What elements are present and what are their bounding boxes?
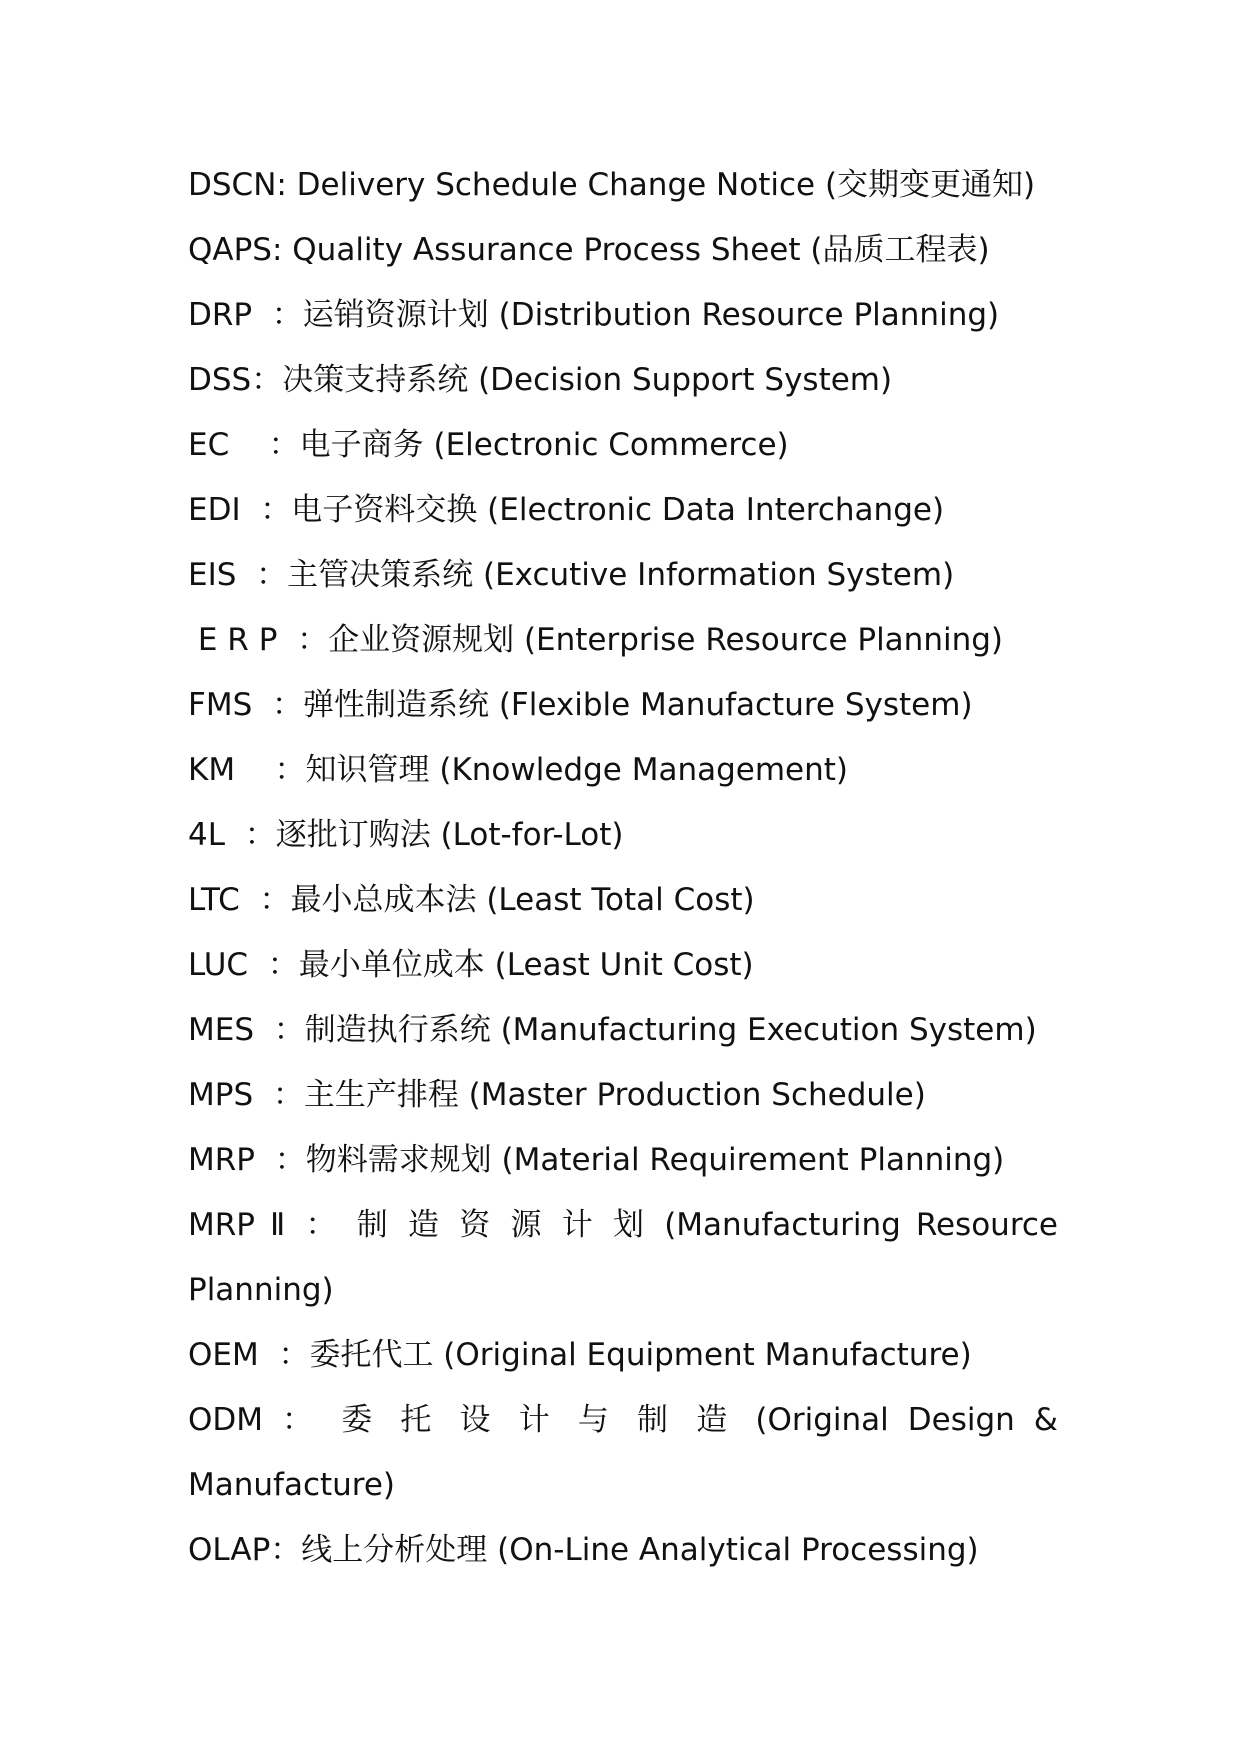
glossary-entry-odm-line1: ODM ： 委 托 设 计 与 制 造 (Original Design & <box>188 1402 1058 1438</box>
glossary-entry-odm-line2: Manufacture) <box>188 1467 396 1503</box>
glossary-entry-qaps: QAPS: Quality Assurance Process Sheet (品质工程表) <box>188 232 990 268</box>
glossary-entry-ltc: LTC ：最小总成本法 (Least Total Cost) <box>188 882 755 918</box>
glossary-entry-olap: OLAP：线上分析处理 (On-Line Analytical Processing) <box>188 1532 979 1568</box>
glossary-entry-drp: DRP ：运销资源计划 (Distribution Resource Planning) <box>188 297 1000 333</box>
glossary-entry-mrp2-line1: MRP Ⅱ ： 制 造 资 源 计 划 (Manufacturing Resource <box>188 1207 1058 1243</box>
glossary-entry-dscn: DSCN: Delivery Schedule Change Notice (交期变更通知) <box>188 167 1036 203</box>
glossary-entry-mes: MES ：制造执行系统 (Manufacturing Execution System) <box>188 1012 1037 1048</box>
glossary-entry-dss: DSS：决策支持系统 (Decision Support System) <box>188 362 893 398</box>
glossary-entry-4l: 4L ：逐批订购法 (Lot-for-Lot) <box>188 817 624 853</box>
glossary-entry-erp: E R P ：企业资源规划 (Enterprise Resource Planning) <box>188 622 1004 658</box>
glossary-entry-mps: MPS ：主生产排程 (Master Production Schedule) <box>188 1077 926 1113</box>
glossary-entry-km: KM ：知识管理 (Knowledge Management) <box>188 752 849 788</box>
glossary-entry-oem: OEM ：委托代工 (Original Equipment Manufacture) <box>188 1337 972 1373</box>
glossary-entry-luc: LUC ：最小单位成本 (Least Unit Cost) <box>188 947 754 983</box>
glossary-entry-eis: EIS ：主管决策系统 (Excutive Information System) <box>188 557 955 593</box>
glossary-entry-mrp: MRP ：物料需求规划 (Material Requirement Planning) <box>188 1142 1005 1178</box>
glossary-entry-mrp2-line2: Planning) <box>188 1272 334 1308</box>
glossary-entry-edi: EDI ：电子资料交换 (Electronic Data Interchange) <box>188 492 945 528</box>
glossary-entry-ec: EC ：电子商务 (Electronic Commerce) <box>188 427 789 463</box>
glossary-page <box>188 153 1058 1583</box>
glossary-entry-fms: FMS ：弹性制造系统 (Flexible Manufacture System) <box>188 687 973 723</box>
